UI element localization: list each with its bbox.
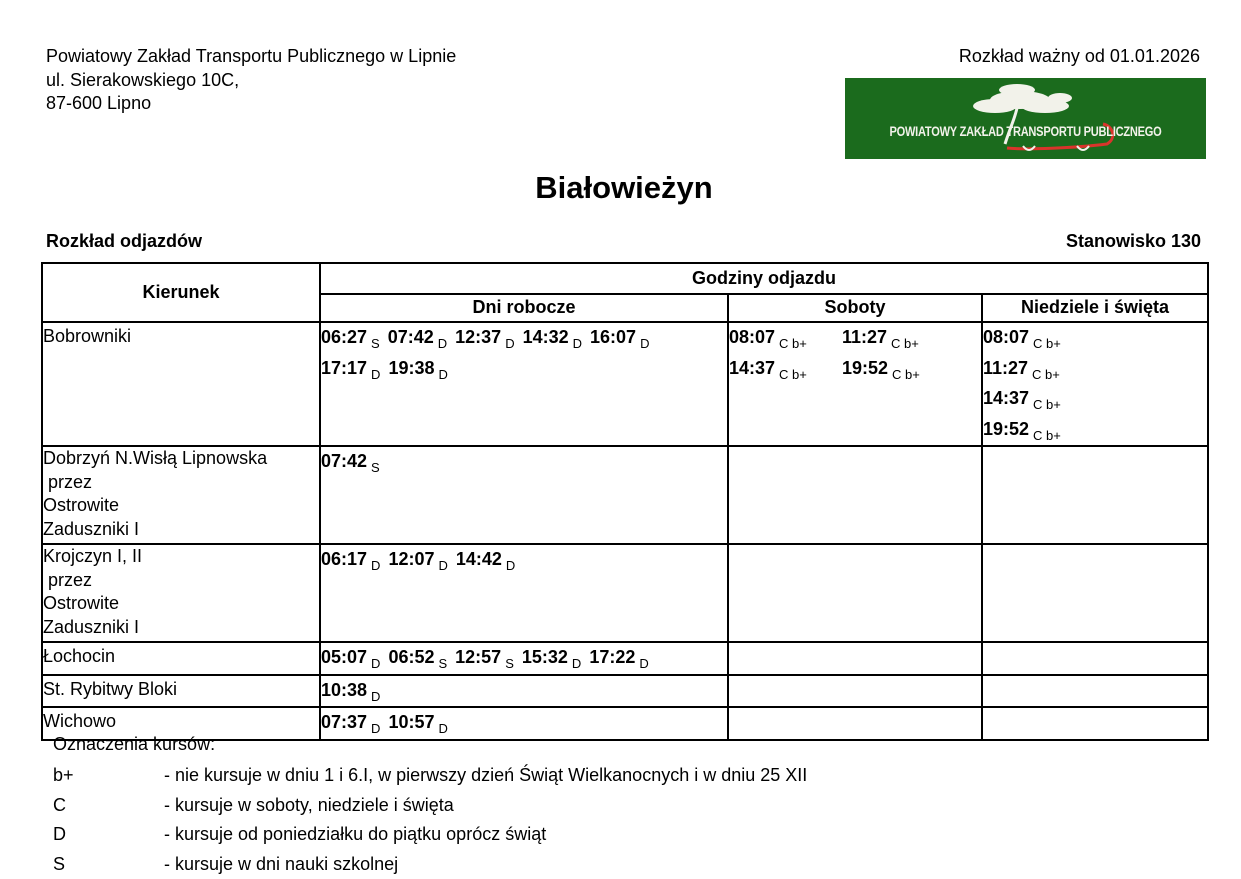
header-departures: Godziny odjazdu (320, 263, 1208, 294)
departure (455, 323, 514, 354)
departure-mark: D (371, 656, 380, 671)
departure (321, 545, 380, 576)
departure-mark: S (505, 656, 514, 671)
departure-time: 14:32 (523, 327, 569, 347)
departure-mark: C b+ (779, 336, 807, 351)
header-sundays: Niedziele i święta (982, 294, 1208, 322)
workdays-cell (320, 446, 728, 544)
departure-time: 08:07 (983, 327, 1029, 347)
sundays-cell (982, 707, 1208, 740)
workdays-cell (320, 675, 728, 708)
header-direction: Kierunek (42, 263, 320, 322)
table-row (42, 544, 1208, 642)
departure-mark: D (506, 558, 515, 573)
legend-desc: - kursuje od poniedziałku do piątku oprócz świąt (164, 820, 546, 850)
direction-cell (42, 675, 320, 708)
sundays-cell (982, 322, 1208, 446)
departure-mark: C b+ (891, 336, 919, 351)
departure (321, 676, 380, 707)
departure (589, 643, 648, 674)
departure-mark: D (371, 558, 380, 573)
legend-code: b+ (53, 761, 164, 791)
direction-line: przez (43, 569, 319, 593)
operator-city: 87-600 Lipno (46, 92, 456, 116)
departure-time: 06:52 (388, 647, 434, 667)
departure (842, 354, 955, 385)
departure-mark: D (371, 721, 380, 736)
departure (983, 354, 1199, 385)
departure-time: 11:27 (842, 327, 887, 347)
departure (455, 643, 514, 674)
workdays-cell (320, 642, 728, 675)
table-row (42, 642, 1208, 675)
departure-time: 19:52 (983, 419, 1029, 439)
direction-line: Wichowo (43, 708, 319, 734)
saturdays-cell (728, 675, 982, 708)
departure-time: 12:57 (455, 647, 501, 667)
departure (321, 323, 380, 354)
legend-code: C (53, 791, 164, 821)
legend (53, 732, 807, 879)
table-row (42, 322, 1208, 446)
direction-line: St. Rybitwy Bloki (43, 676, 319, 702)
departure-time: 07:42 (388, 327, 434, 347)
departure-mark: S (371, 336, 380, 351)
timetable (41, 262, 1209, 741)
departure (729, 354, 842, 385)
departure-mark: D (572, 656, 581, 671)
departure-time: 06:17 (321, 549, 367, 569)
direction-line: Ostrowite (43, 494, 319, 518)
header-saturdays: Soboty (728, 294, 982, 322)
departure-time: 14:42 (456, 549, 502, 569)
direction-line: Ostrowite (43, 592, 319, 616)
departure (983, 415, 1199, 446)
direction-cell (42, 544, 320, 642)
departure (522, 643, 581, 674)
departure (729, 323, 842, 354)
legend-code: S (53, 850, 164, 879)
operator-address (46, 45, 456, 116)
direction-line: Dobrzyń N.Wisłą Lipnowska (43, 447, 319, 471)
departure-time: 17:17 (321, 358, 367, 378)
departure (590, 323, 649, 354)
departure-mark: C b+ (1033, 336, 1061, 351)
departure-time: 10:57 (388, 712, 434, 732)
departure-mark: D (438, 558, 447, 573)
valid-from: Rozkład ważny od 01.01.2026 (959, 45, 1200, 68)
legend-item (53, 850, 807, 879)
departure (388, 323, 447, 354)
departure-mark: D (438, 336, 447, 351)
sundays-cell (982, 642, 1208, 675)
departure-mark: C b+ (779, 367, 807, 382)
departure-time: 14:37 (729, 358, 775, 378)
legend-item (53, 761, 807, 791)
departure-time: 17:22 (589, 647, 635, 667)
departure-mark: C b+ (1033, 397, 1061, 412)
departure-time: 12:37 (455, 327, 501, 347)
departure (983, 384, 1199, 415)
departure (388, 354, 447, 385)
legend-code: D (53, 820, 164, 850)
sundays-cell (982, 544, 1208, 642)
legend-item (53, 791, 807, 821)
departure-time: 08:07 (729, 327, 775, 347)
departure-time: 14:37 (983, 388, 1029, 408)
departure-mark: S (371, 460, 380, 475)
departure-mark: D (573, 336, 582, 351)
operator-street: ul. Sierakowskiego 10C, (46, 69, 456, 93)
workdays-cell (320, 322, 728, 446)
logo-text: POWIATOWY ZAKŁAD TRANSPORTU PUBLICZNEGO (877, 124, 1173, 139)
legend-item (53, 820, 807, 850)
departure-time: 07:37 (321, 712, 367, 732)
departure-time: 11:27 (983, 358, 1028, 378)
departure (388, 643, 447, 674)
departure (842, 323, 955, 354)
departure-time: 12:07 (388, 549, 434, 569)
platform-label: Stanowisko 130 (1066, 231, 1201, 252)
legend-desc: - kursuje w dni nauki szkolnej (164, 850, 398, 879)
table-row (42, 675, 1208, 708)
saturdays-cell (728, 322, 982, 446)
departure (321, 354, 380, 385)
departure-time: 19:52 (842, 358, 888, 378)
header-workdays: Dni robocze (320, 294, 728, 322)
departure-time: 07:42 (321, 451, 367, 471)
departure-time: 19:38 (388, 358, 434, 378)
legend-title: Oznaczenia kursów: (53, 732, 807, 756)
sundays-cell (982, 675, 1208, 708)
direction-line: Krojczyn I, II (43, 545, 319, 569)
direction-line: przez (43, 471, 319, 495)
saturdays-cell (728, 642, 982, 675)
direction-line: Zaduszniki I (43, 518, 319, 542)
departure-mark: D (639, 656, 648, 671)
direction-cell (42, 642, 320, 675)
departure-time: 06:27 (321, 327, 367, 347)
departure-mark: D (438, 721, 447, 736)
saturdays-cell (728, 544, 982, 642)
departure-mark: D (371, 689, 380, 704)
saturdays-cell (728, 446, 982, 544)
departure-time: 16:07 (590, 327, 636, 347)
departure-mark: C b+ (1033, 428, 1061, 443)
stop-name: Białowieżyn (0, 170, 1241, 206)
departure-time: 05:07 (321, 647, 367, 667)
departure-time: 10:38 (321, 680, 367, 700)
departure (456, 545, 515, 576)
departure (321, 643, 380, 674)
direction-line: Łochocin (43, 643, 319, 669)
departure-mark: D (505, 336, 514, 351)
operator-logo (845, 78, 1206, 159)
sundays-cell (982, 446, 1208, 544)
operator-name: Powiatowy Zakład Transportu Publicznego w Lipnie (46, 45, 456, 69)
direction-line: Bobrowniki (43, 323, 319, 349)
direction-cell (42, 446, 320, 544)
direction-line: Zaduszniki I (43, 616, 319, 640)
departure-mark: D (640, 336, 649, 351)
departure (321, 447, 380, 478)
departure-mark: S (438, 656, 447, 671)
departure-mark: D (371, 367, 380, 382)
legend-desc: - nie kursuje w dniu 1 i 6.I, w pierwszy dzień Świąt Wielkanocnych i w dniu 25 XII (164, 761, 807, 791)
timetable-label: Rozkład odjazdów (46, 231, 202, 252)
tree-bus-icon (845, 78, 1206, 159)
departure-mark: C b+ (892, 367, 920, 382)
departure (523, 323, 582, 354)
departure-mark: C b+ (1032, 367, 1060, 382)
departure-time: 15:32 (522, 647, 568, 667)
workdays-cell (320, 544, 728, 642)
table-row (42, 446, 1208, 544)
departure (388, 545, 447, 576)
departure (983, 323, 1199, 354)
departure-mark: D (438, 367, 447, 382)
legend-desc: - kursuje w soboty, niedziele i święta (164, 791, 454, 821)
direction-cell (42, 322, 320, 446)
